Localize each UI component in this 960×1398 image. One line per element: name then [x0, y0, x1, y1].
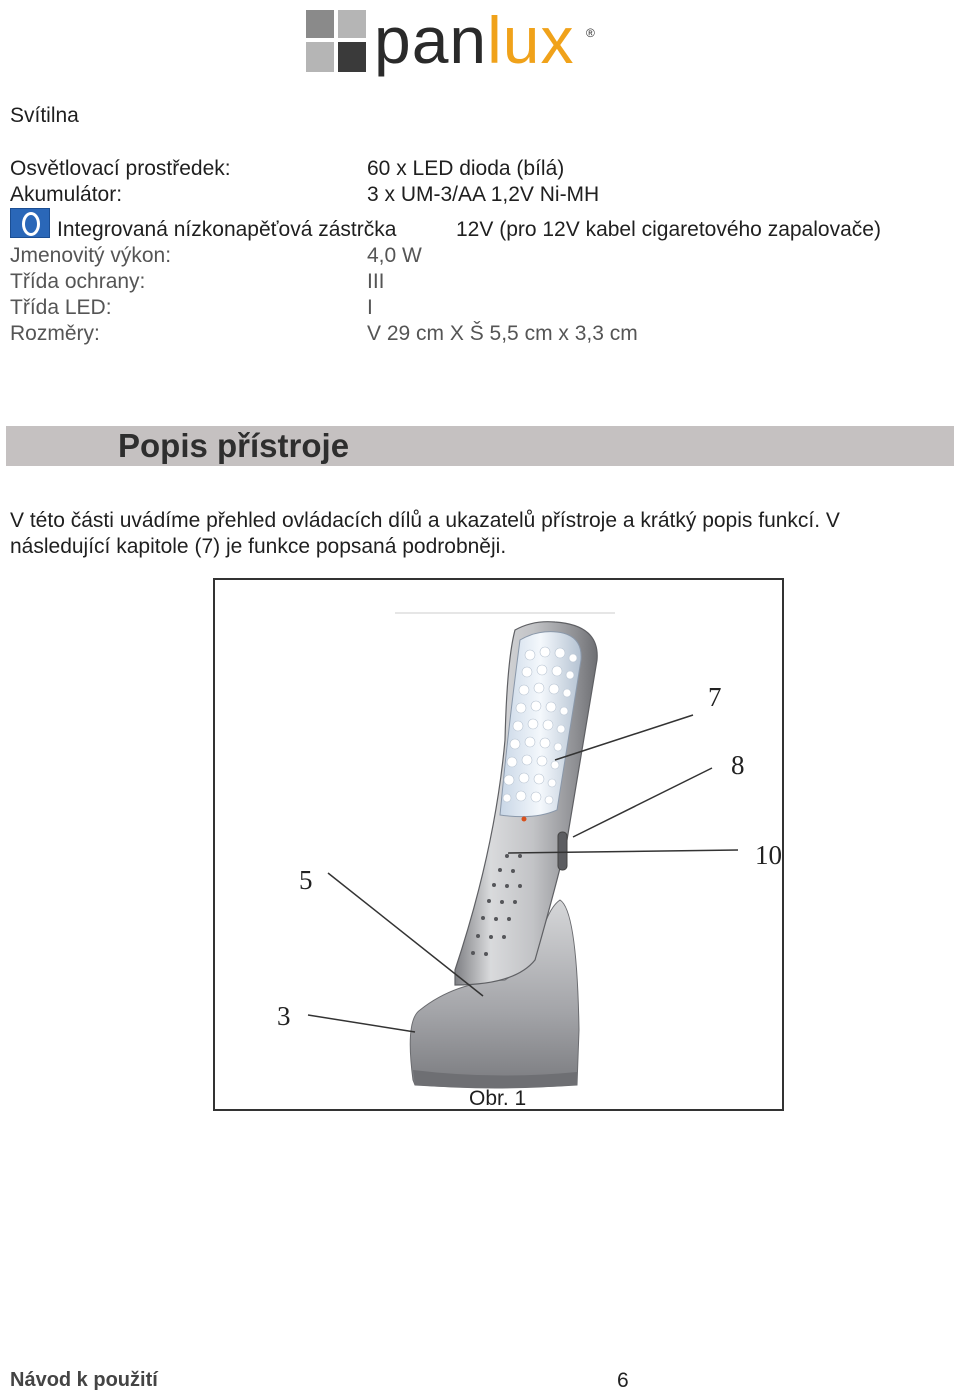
footer-title: Návod k použití	[10, 1369, 158, 1391]
logo-pan: pan	[374, 3, 488, 77]
leader-line-3	[308, 1015, 415, 1032]
spec-label: Jmenovitý výkon:	[10, 244, 172, 267]
callout-3: 3	[277, 1001, 291, 1031]
intro-text-line1: V této části uvádíme přehled ovládacích dílů a ukazatelů přístroje a krátký popis funkcí. V	[10, 509, 840, 532]
page-number: 6	[617, 1369, 629, 1392]
registered-mark: ®	[586, 26, 595, 40]
logo-square-1	[306, 10, 334, 38]
logo-square-2	[338, 10, 366, 38]
callout-10: 10	[755, 840, 782, 870]
spec-value: 3 x UM-3/AA 1,2V Ni-MH	[367, 183, 600, 206]
spec-value: III	[367, 270, 385, 293]
figure-caption: Obr. 1	[469, 1087, 527, 1110]
spec-label: Rozměry:	[10, 322, 100, 345]
leader-line-8	[573, 768, 712, 837]
logo-wordmark	[374, 0, 575, 80]
spec-label: Třída ochrany:	[10, 270, 146, 293]
flashlight-illustration	[215, 580, 780, 1107]
product-title: Svítilna	[10, 104, 79, 127]
spec-label: Integrovaná nízkonapěťová zástrčka	[57, 218, 397, 241]
spec-value: I	[367, 296, 373, 319]
spec-label: Osvětlovací prostředek:	[10, 157, 231, 180]
indicator-led	[522, 817, 527, 822]
spec-value: V 29 cm X Š 5,5 cm x 3,3 cm	[367, 322, 638, 345]
panlux-logo	[302, 3, 602, 78]
callout-7: 7	[708, 682, 722, 712]
logo-lux: lux	[487, 3, 575, 77]
spec-value: 60 x LED dioda (bílá)	[367, 157, 565, 180]
callout-5: 5	[299, 865, 313, 895]
spec-value: 4,0 W	[367, 244, 422, 267]
section-title: Popis přístroje	[118, 427, 350, 464]
power-switch	[558, 832, 567, 870]
intro-text-line2: následující kapitole (7) je funkce popsaná podrobněji.	[10, 535, 507, 558]
spec-label: Akumulátor:	[10, 183, 123, 206]
spec-value: 12V (pro 12V kabel cigaretového zapalovače)	[456, 218, 881, 241]
leader-line-5	[328, 873, 483, 996]
logo-square-4	[338, 42, 366, 72]
plug-o-icon	[10, 208, 50, 238]
logo-square-3	[306, 42, 334, 72]
spec-label: Třída LED:	[10, 296, 112, 319]
callout-8: 8	[731, 750, 745, 780]
